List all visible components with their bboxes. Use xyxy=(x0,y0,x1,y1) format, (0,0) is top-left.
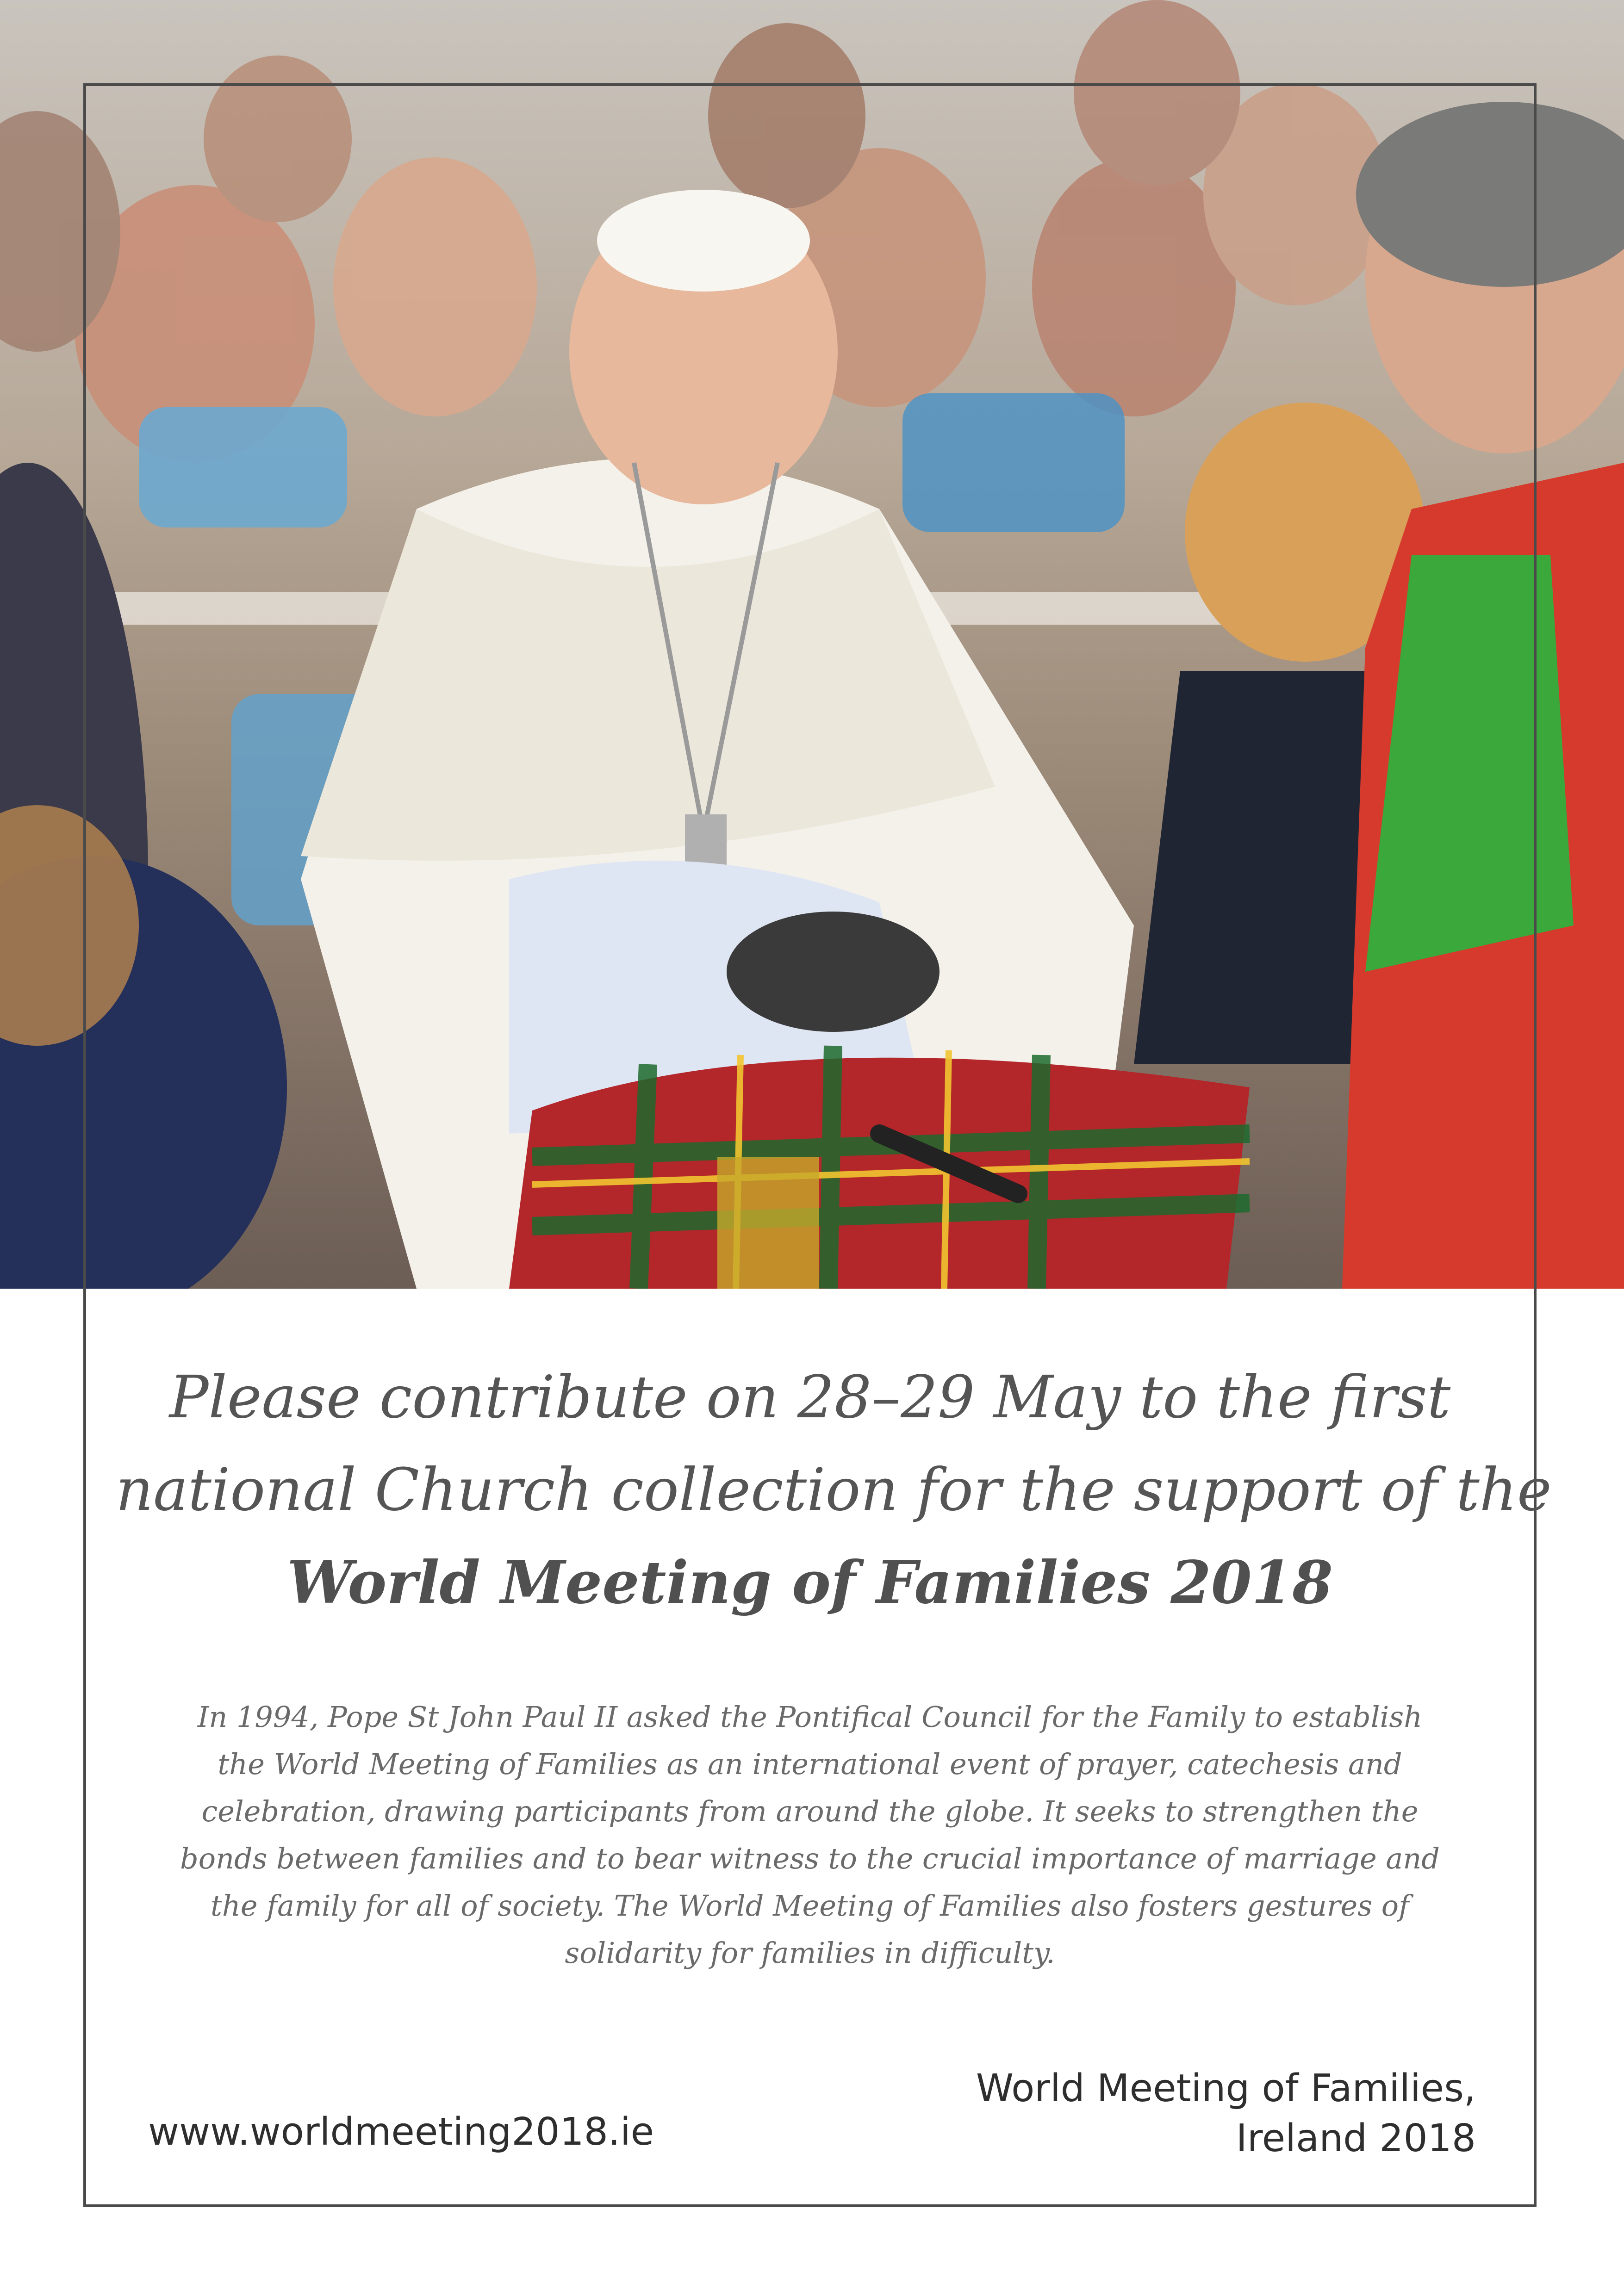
organization-line-1: World Meeting of Families, xyxy=(976,2066,1476,2110)
organization-line-2: Ireland 2018 xyxy=(1236,2116,1476,2160)
headline-line-1: Please contribute on 28–29 May to the first xyxy=(169,1363,1451,1431)
headline-line-2: national Church collection for the support of the xyxy=(116,1456,1552,1524)
website-link[interactable]: www.worldmeeting2018.ie xyxy=(148,2110,654,2154)
body-line-3: celebration, drawing participants from around the globe. It seeks to strengthen the xyxy=(201,1794,1419,1828)
body-line-5: the family for all of society. The World Meeting of Families also fosters gestures of xyxy=(210,1889,1410,1923)
headline-line-3: World Meeting of Families 2018 xyxy=(287,1548,1333,1617)
body-line-1: In 1994, Pope St John Paul II asked the Pontifical Council for the Family to establish xyxy=(197,1700,1423,1734)
body-line-6: solidarity for families in difficulty. xyxy=(565,1936,1055,1970)
body-paragraph xyxy=(153,1694,1467,1977)
body-line-2: the World Meeting of Families as an international event of prayer, catechesis and xyxy=(218,1747,1402,1781)
headline xyxy=(116,1351,1552,1629)
body-line-4: bonds between families and to bear witness to the crucial importance of marriage and xyxy=(180,1842,1440,1875)
organization-name xyxy=(976,2064,1476,2164)
